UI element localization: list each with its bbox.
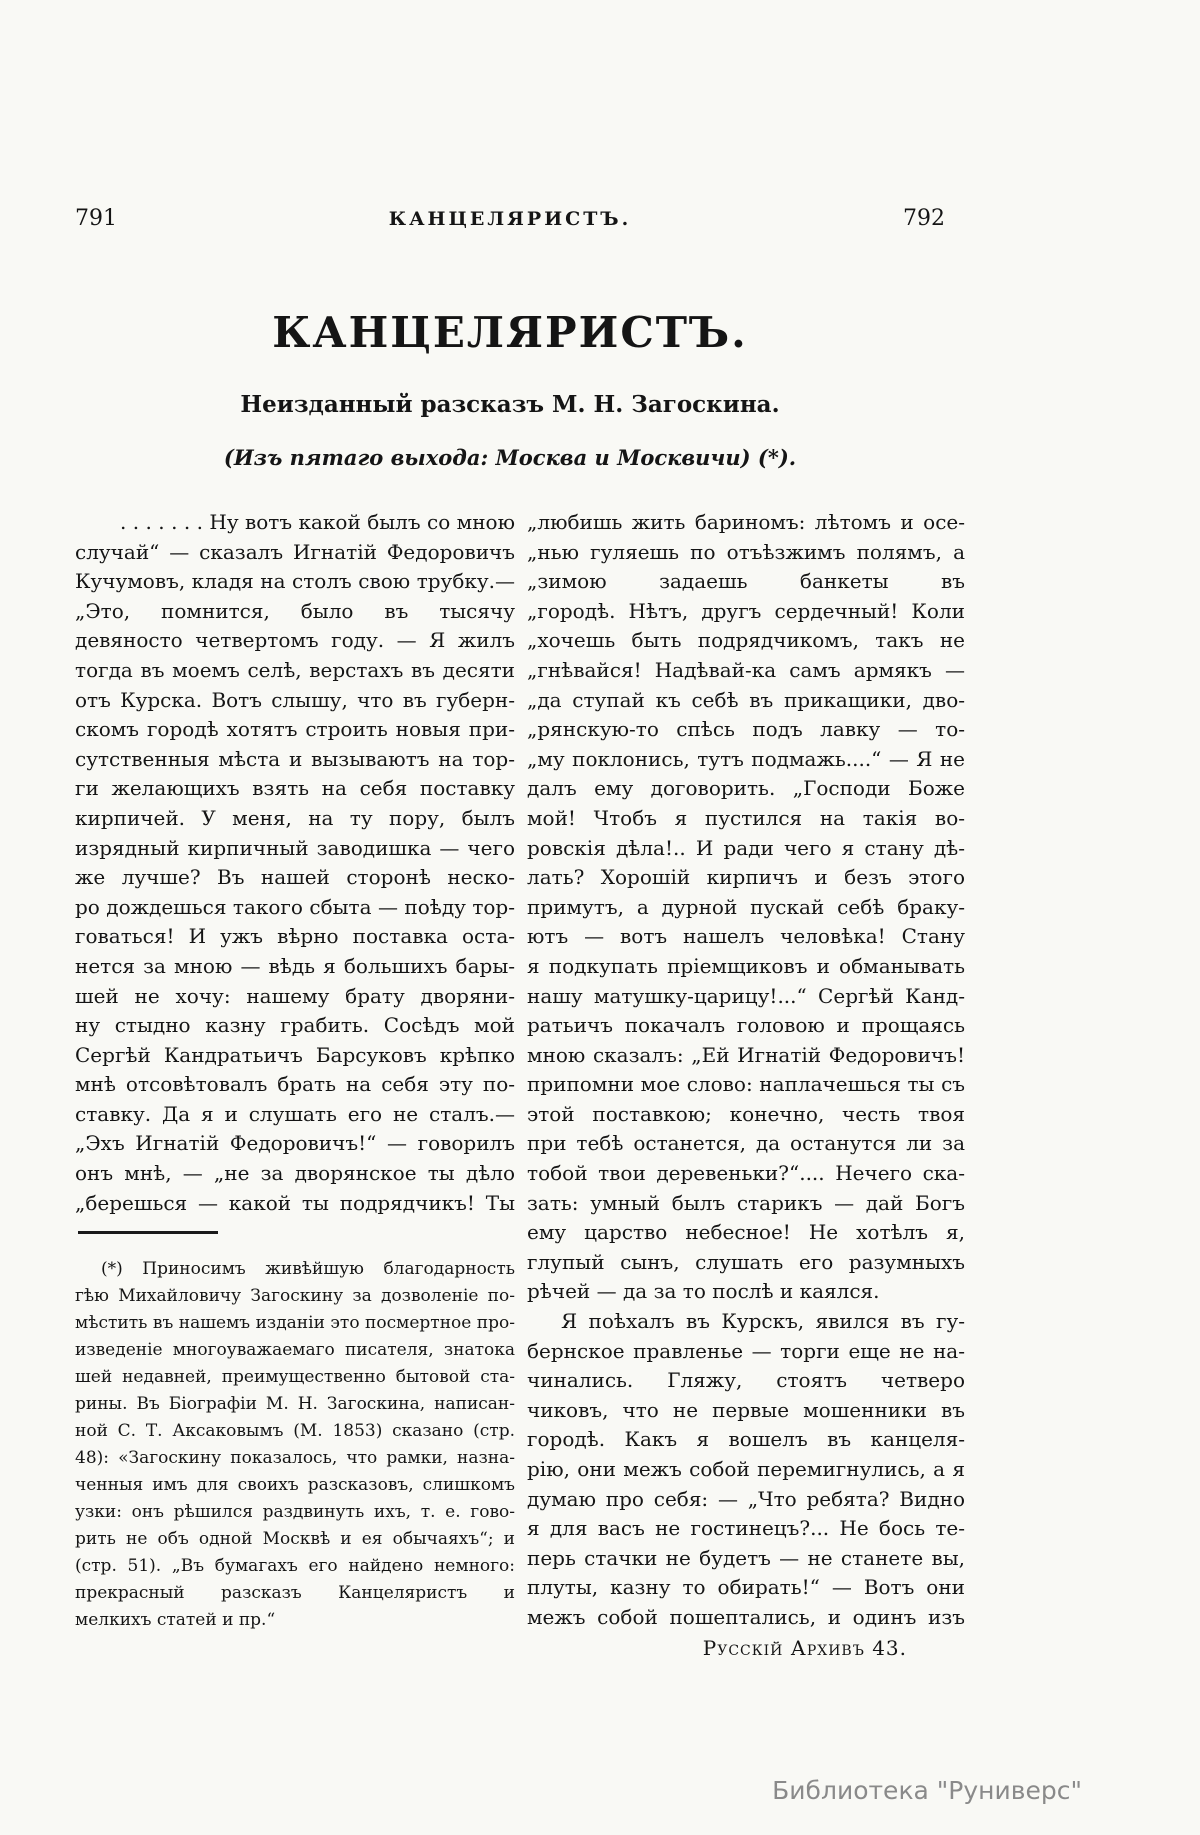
text-line: шей недавней, преимущественно бытовой ста- [75, 1367, 515, 1387]
text-line: тобой твои деревеньки?“.... Нечего ска- [527, 1161, 965, 1186]
text-line: мнѣ отсовѣтовалъ брать на себя эту по- [75, 1072, 515, 1097]
text-line: чиковъ, что не первые мошенники въ [527, 1397, 965, 1422]
text-line: „городѣ. Нѣтъ, другъ сердечный! Коли [527, 598, 965, 623]
text-line: „зимою задаешь банкеты въ [527, 569, 965, 594]
text-line: думаю про себя: — „Что ребята? Видно [527, 1486, 965, 1511]
text-line: ему царство небесное! Не хотѣлъ я, [527, 1220, 965, 1245]
text-line: ной С. Т. Аксаковымъ (М. 1853) сказано (стр. [75, 1421, 515, 1441]
text-line: чинались. Гляжу, стоятъ четверо [527, 1368, 965, 1393]
text-line: мелкихъ статей и пр.“ [75, 1610, 276, 1630]
text-line: припомни мое слово: наплачешься ты съ [527, 1072, 965, 1097]
text-line: зать: умный былъ старикъ — дай Богъ [527, 1190, 965, 1215]
article-title: КАНЦЕЛЯРИСТЪ. [272, 308, 748, 357]
text-line: „гнѣвайся! Надѣвай-ка самъ армякъ — [527, 657, 965, 682]
text-line: мною сказалъ: „Ей Игнатій Федоровичъ! [527, 1042, 965, 1067]
text-line: „нью гуляешь по отъѣзжимъ полямъ, а [527, 539, 965, 564]
text-line: городѣ. Какъ я вошелъ въ канцеля- [527, 1427, 965, 1452]
text-line: узки: онъ рѣшился раздвинуть ихъ, т. е. гово- [75, 1502, 515, 1522]
text-line: изрядный кирпичный заводишка — чего [75, 835, 515, 860]
text-line: кирпичей. У меня, на ту пору, былъ [75, 805, 515, 830]
text-line: ставку. Да я и слушать его не сталъ.— [75, 1101, 515, 1126]
text-line: рины. Въ Біографіи М. Н. Загоскина, написан- [75, 1394, 515, 1414]
text-line: ги желающихъ взять на себя поставку [75, 776, 515, 801]
article-subtitle: Неизданный разсказъ М. Н. Загоскина. [240, 391, 780, 418]
page-header [75, 206, 945, 231]
left-page-number: 791 [75, 206, 117, 231]
text-line: онъ мнѣ, — „не за дворянское ты дѣло [75, 1161, 515, 1186]
text-line: нется за мною — вѣдь я большихъ бары- [75, 953, 515, 978]
text-line: рію, они межъ собой перемигнулись, а я [527, 1457, 965, 1481]
text-line: тогда въ моемъ селѣ, верстахъ въ десяти [75, 657, 515, 682]
text-line: при тебѣ останется, да останутся ли за [527, 1131, 965, 1156]
text-line: ратьичъ покачалъ головою и прощаясь [527, 1013, 965, 1038]
text-line: плуты, казну то обирать!“ — Вотъ они [527, 1575, 965, 1600]
text-line: глупый сынъ, слушать его разумныхъ [527, 1249, 965, 1274]
text-line: сутственныя мѣста и вызываютъ на тор- [75, 746, 515, 771]
running-title: КАНЦЕЛЯРИСТЪ. [388, 208, 632, 230]
text-line: рить не объ одной Москвѣ и ея обычаяхъ“; и [75, 1529, 515, 1549]
text-line: говаться! И ужъ вѣрно поставка оста- [75, 924, 515, 949]
text-line: этой поставкою; конечно, честь твоя [527, 1101, 965, 1126]
source-note: (Изъ пятаго выхода: Москва и Москвичи) (*). [223, 445, 797, 470]
text-line: „рянскую-то спѣсь подъ лавку — то- [527, 717, 965, 742]
text-line: нашу матушку-царицу!...“ Сергѣй Канд- [527, 983, 965, 1008]
text-line: шей не хочу: нашему брату дворяни- [75, 983, 515, 1008]
text-line: лать? Хорошій кирпичъ и безъ этого [527, 865, 965, 890]
text-line: ровскія дѣла!.. И ради чего я стану дѣ- [527, 835, 965, 860]
text-line: ну стыдно казну грабить. Сосѣдъ мой [75, 1013, 515, 1038]
text-line: „берешься — какой ты подрядчикъ! Ты [75, 1190, 515, 1215]
text-line: прекрасный разсказъ Канцеляристъ и [75, 1583, 515, 1603]
left-text-column [75, 508, 515, 1218]
text-line: ютъ — вотъ нашелъ человѣка! Стану [527, 924, 965, 949]
text-line: изведеніе многоуважаемаго писателя, знатока [75, 1340, 515, 1360]
text-line: перь стачки не будетъ — не станете вы, [527, 1545, 965, 1570]
text-line: 48): «Загоскину показалось, что рамки, назна- [75, 1448, 515, 1468]
text-line: рѣчей — да за то послѣ и каялся. [527, 1279, 880, 1304]
text-line: мой! Чтобъ я пустился на такія во- [527, 805, 965, 830]
text-line: я для васъ не гостинецъ?... Не бось те- [527, 1516, 965, 1541]
text-line: скомъ городѣ хотятъ строить новыя при- [75, 717, 515, 742]
text-line: (*) Приносимъ живѣйшую благодарность [101, 1259, 515, 1279]
text-line: далъ ему договорить. „Господи Боже [527, 776, 965, 801]
text-line: мѣстить въ нашемъ изданіи это посмертное про- [75, 1313, 515, 1333]
text-line: гѣю Михайловичу Загоскину за дозволеніе по- [75, 1286, 515, 1306]
text-line: ро дождешься такого сбыта — поѣду тор- [75, 894, 515, 919]
text-line: (стр. 51). „Въ бумагахъ его найдено немного: [75, 1556, 515, 1576]
footnote-separator [78, 1231, 218, 1234]
text-line: примутъ, а дурной пускай себѣ браку- [527, 894, 965, 919]
text-line: Кучумовъ, кладя на столъ свою трубку.— [75, 569, 515, 594]
text-line: „да ступай къ себѣ въ прикащики, дво- [527, 687, 965, 712]
text-line: ченныя имъ для своихъ разсказовъ, слишкомъ [75, 1475, 515, 1495]
text-line: межъ собой пошептались, и одинъ изъ [527, 1604, 965, 1629]
footnote [75, 1256, 515, 1634]
text-line: я подкупать пріемщиковъ и обманывать [527, 953, 965, 978]
imprint-line: Русскій Архивъ 43. [702, 1636, 907, 1660]
text-line: „любишь жить бариномъ: лѣтомъ и осе- [527, 510, 965, 534]
text-line: „Это, помнится, было въ тысячу [75, 598, 515, 623]
text-line: случай“ — сказалъ Игнатій Федоровичъ [75, 539, 515, 564]
text-line: „хочешь быть подрядчикомъ, такъ не [527, 628, 965, 653]
text-line: „му поклонись, тутъ подмажь....“ — Я не [527, 746, 965, 771]
text-line: „Эхъ Игнатій Федоровичъ!“ — говорилъ [75, 1131, 515, 1156]
text-line: Я поѣхалъ въ Курскъ, явился въ гу- [561, 1309, 965, 1334]
text-line: . . . . . . . Ну вотъ какой былъ со мною [120, 510, 515, 534]
text-line: же лучше? Въ нашей сторонѣ неско- [75, 865, 515, 890]
text-line: отъ Курска. Вотъ слышу, что въ губерн- [75, 687, 515, 712]
right-page-number: 792 [903, 206, 945, 231]
text-line: Сергѣй Кандратьичъ Барсуковъ крѣпко [75, 1042, 515, 1067]
text-line: бернское правленье — торги еще не на- [527, 1338, 965, 1363]
library-watermark: Библиотека "Руниверс" [772, 1776, 1082, 1805]
right-text-column [527, 508, 965, 1633]
text-line: девяносто четвертомъ году. — Я жилъ [75, 628, 515, 653]
